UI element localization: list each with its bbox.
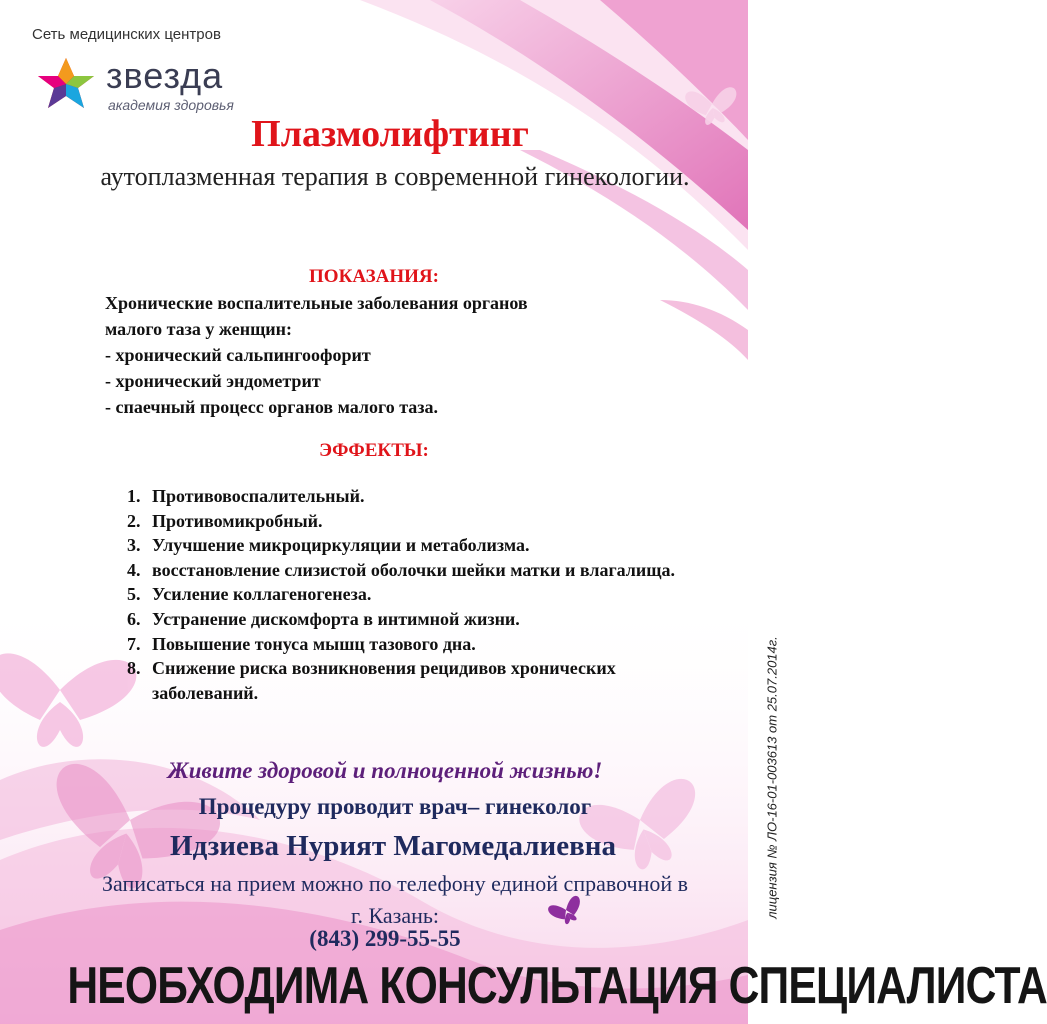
item-number: 1. [127, 486, 141, 506]
star-logo-icon [36, 56, 96, 112]
brand-tagline: академия здоровья [108, 97, 234, 113]
license-note: лицензия № ЛО-16-01-003613 от 25.07.2014г. [764, 636, 780, 919]
network-caption: Сеть медицинских центров [32, 26, 221, 43]
list-item: - хронический сальпингоофорит [105, 345, 371, 365]
indications-intro: Хронические воспалительные заболевания органов [105, 293, 528, 313]
item-text: Противомикробный. [152, 510, 323, 531]
list-item [127, 607, 687, 632]
indications-heading: ПОКАЗАНИЯ: [309, 266, 439, 287]
consultation-warning: НЕОБХОДИМА КОНСУЛЬТАЦИЯ СПЕЦИАЛИСТА [67, 957, 1047, 1015]
list-item [127, 582, 687, 607]
list-item [127, 558, 687, 583]
item-number: 6. [127, 608, 141, 629]
item-text: Противовоспалительный. [152, 486, 365, 506]
item-number: 7. [127, 633, 141, 654]
page-subtitle: аутоплазменная терапия в современной гинекологии. [100, 162, 690, 191]
page-title: Плазмолифтинг [251, 113, 529, 155]
item-number: 4. [127, 559, 141, 580]
list-item [127, 484, 687, 509]
item-number: 8. [127, 658, 141, 679]
indications-intro-continued: малого таза у женщин: [105, 319, 293, 339]
brand-name: звезда [106, 55, 224, 96]
list-item [127, 533, 687, 558]
item-text: Улучшение микроциркуляции и метаболизма. [152, 535, 530, 556]
list-item: - хронический эндометрит [105, 371, 321, 391]
effects-list [127, 484, 687, 705]
item-text: Снижение риска возникновения рецидивов хронических заболеваний. [152, 658, 616, 703]
list-item [127, 632, 687, 657]
list-item: - спаечный процесс органов малого таза. [105, 397, 439, 417]
phone-number: (843) 299-55-55 [309, 926, 461, 951]
item-text: Повышение тонуса мышц тазового дна. [152, 633, 476, 654]
doctor-name: Идзиева Нурият Магомедалиевна [170, 830, 616, 862]
motto: Живите здоровой и полноценной жизнью! [167, 758, 603, 783]
effects-heading: ЭФФЕКТЫ: [319, 440, 429, 461]
indications-list [105, 290, 528, 420]
list-item [127, 509, 687, 534]
list-item [127, 656, 687, 705]
procedure-note: Процедуру проводит врач– гинеколог [198, 794, 592, 819]
item-number: 5. [127, 584, 141, 605]
item-number: 2. [127, 510, 141, 531]
item-text: Усиление коллагеногенеза. [152, 584, 372, 605]
item-text: Устранение дискомфорта в интимной жизни. [152, 608, 520, 629]
item-number: 3. [127, 535, 141, 556]
booking-info: Записаться на прием можно по телефону единой справочной в г. Казань: [101, 871, 689, 928]
item-text: восстановление слизистой оболочки шейки матки и влагалища. [152, 559, 675, 580]
